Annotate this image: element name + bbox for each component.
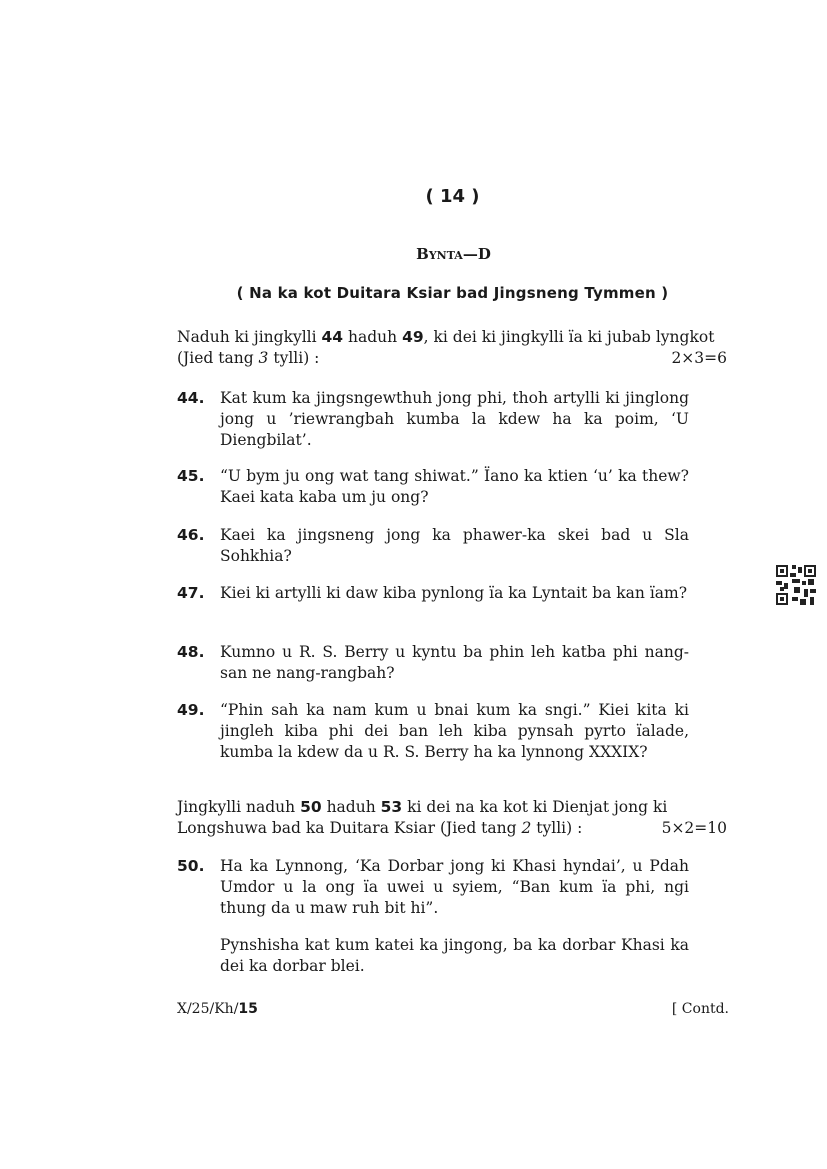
question-46 bbox=[177, 525, 689, 567]
instruction-to: 53 bbox=[380, 798, 403, 816]
instruction-from: 50 bbox=[300, 798, 322, 816]
question-number: 45. bbox=[177, 467, 205, 485]
instruction-text: tylli) : bbox=[268, 349, 320, 367]
question-49 bbox=[177, 700, 689, 763]
instruction-count: 3 bbox=[258, 349, 269, 367]
section-title: Bynta—D bbox=[416, 245, 491, 263]
section-subtitle: ( Na ka kot Duitara Ksiar bad Jingsneng Tymmen ) bbox=[236, 284, 669, 302]
instruction-text: Naduh ki jingkylli bbox=[177, 328, 322, 346]
marks-label: 2×3=6 bbox=[671, 349, 727, 367]
question-text: “Phin sah ka nam kum u bnai kum ka sngi.” Kiei kita ki jingleh kiba phi dei ban leh kiba pynsah pyrto ïalade, kumba la kdew da u R. S. Berry ha ka lynnong XXXIX? bbox=[220, 701, 689, 761]
question-text: Kumno u R. S. Berry u kyntu ba phin leh katba phi nang-san ne nang-rangbah? bbox=[220, 643, 689, 682]
paper-code-number: 15 bbox=[238, 1001, 258, 1017]
question-number: 49. bbox=[177, 701, 205, 719]
instruction-from: 44 bbox=[321, 328, 344, 346]
paper-code-prefix: X/25/Kh/ bbox=[177, 1001, 239, 1017]
instruction-text: haduh bbox=[321, 798, 381, 816]
qr-code-icon bbox=[776, 565, 816, 605]
question-text: Ha ka Lynnong, ‘Ka Dorbar jong ki Khasi hyndai’, u Pdah Umdor u la ong ïa uwei u syiem, “Ban kum ïa phi, ngi thung da u maw ruh bit hi”. bbox=[220, 857, 689, 917]
paper-code bbox=[177, 1001, 258, 1017]
marks-label: 5×2=10 bbox=[661, 819, 727, 837]
page-number: ( 14 ) bbox=[425, 186, 480, 207]
instruction-text: ki dei na ka kot ki Dienjat jong ki Longshuwa bad ka Duitara Ksiar (Jied tang bbox=[177, 798, 668, 837]
question-text: Kiei ki artylli ki daw kiba pynlong ïa ka Lyntait ba kan ïam? bbox=[220, 584, 688, 602]
question-number: 48. bbox=[177, 643, 205, 661]
question-text: “U bym ju ong wat tang shiwat.” Ïano ka ktien ‘u’ ka thew? Kaei kata kaba um ju ong? bbox=[220, 467, 689, 506]
question-number: 44. bbox=[177, 389, 205, 407]
instruction-count: 2 bbox=[521, 819, 532, 837]
instruction-text: tylli) : bbox=[531, 819, 583, 837]
instruction-text: , ki dei ki jingkylli ïa ki jubab lyngkot (Jied tang bbox=[177, 328, 715, 367]
question-47 bbox=[177, 583, 689, 604]
question-number: 47. bbox=[177, 584, 205, 602]
question-text: Kat kum ka jingsngewthuh jong phi, thoh artylli ki jinglong jong u ’riewrangbah kumba la kdew ha ka poim, ‘U Diengbilat’. bbox=[220, 389, 689, 449]
question-text: Kaei ka jingsneng jong ka phawer-ka skei bad u Sla Sohkhia? bbox=[220, 526, 689, 565]
question-44 bbox=[177, 388, 689, 451]
question-number: 46. bbox=[177, 526, 205, 544]
instruction-50-53 bbox=[177, 797, 727, 839]
continued-label: [ Contd. bbox=[671, 1001, 729, 1017]
instruction-text: Jingkylli naduh bbox=[177, 798, 301, 816]
question-text-second-paragraph: Pynshisha kat kum katei ka jingong, ba ka dorbar Khasi ka dei ka dorbar blei. bbox=[220, 936, 689, 975]
question-45 bbox=[177, 466, 689, 508]
question-48 bbox=[177, 642, 689, 684]
question-number: 50. bbox=[177, 857, 205, 875]
instruction-44-49 bbox=[177, 327, 727, 369]
question-50 bbox=[177, 856, 689, 977]
instruction-to: 49 bbox=[402, 328, 424, 346]
instruction-text: haduh bbox=[343, 328, 403, 346]
